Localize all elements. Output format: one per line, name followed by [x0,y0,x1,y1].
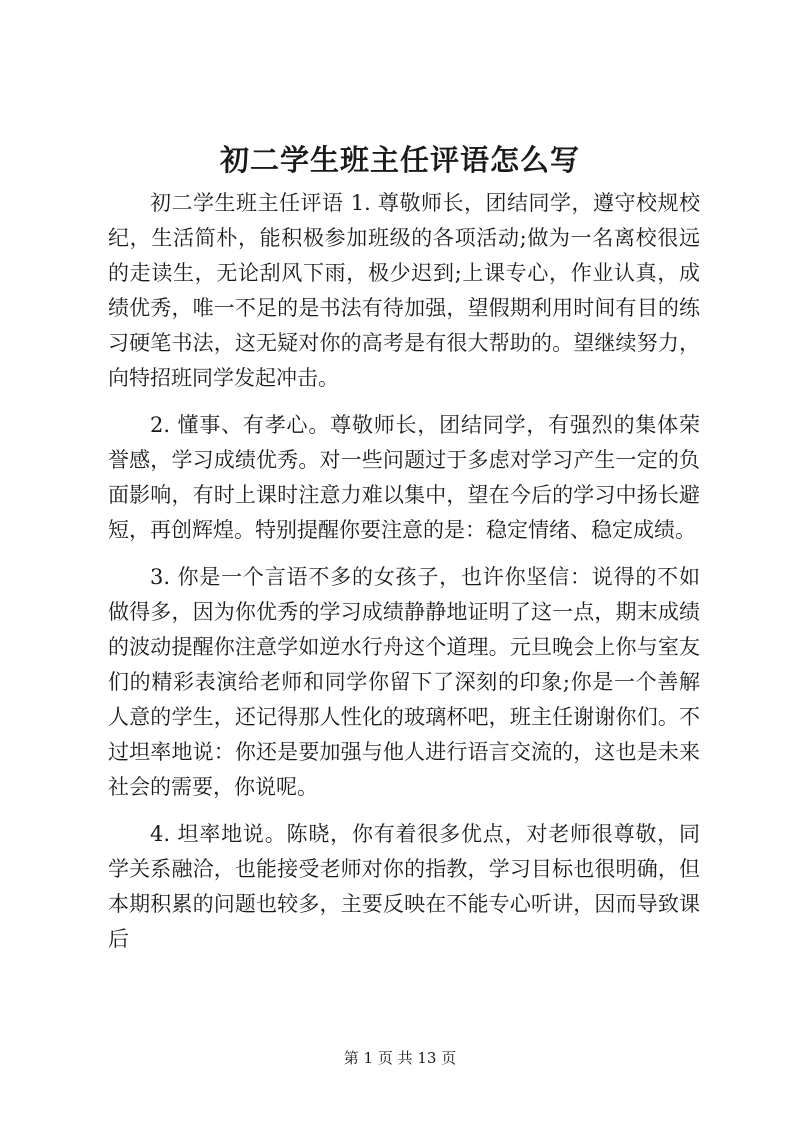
document-title: 初二学生班主任评语怎么写 [219,143,580,177]
paragraph-1: 初二学生班主任评语 1. 尊敬师长，团结同学，遵守校规校纪，生活简朴，能积极参加班级的各项活动;做为一名离校很远的走读生，无论刮风下雨，极少迟到;上课专心，作业认真，成绩优秀，唯一不足的是书法有待加强，望假期利用时间有目的练习硬笔书法，这无疑对你的高考是有很大帮助的。望继续努力，向特招班同学发起冲击。 [108,191,700,390]
page-footer: 第 1 页 共 13 页 [343,1049,457,1067]
document-body [108,186,700,969]
paragraph-3: 3. 你是一个言语不多的女孩子，也许你坚信：说得的不如做得多，因为你优秀的学习成绩静静地证明了这一点，期末成绩的波动提醒你注意学如逆水行舟这个道理。元旦晚会上你与室友们的精彩表演给老师和同学你留下了深刻的印象;你是一个善解人意的学生，还记得那人性化的玻璃杯吧，班主任谢谢你们。不过坦率地说：你还是要加强与他人进行语言交流的，这也是未来社会的需要，你说呢。 [108,565,700,799]
paragraph-2: 2. 懂事、有孝心。尊敬师长，团结同学，有强烈的集体荣誉感，学习成绩优秀。对一些问题过于多虑对学习产生一定的负面影响，有时上课时注意力难以集中，望在今后的学习中扬长避短，再创辉煌。特别提醒你要注意的是：稳定情绪、稳定成绩。 [108,413,700,542]
paragraph-4: 4. 坦率地说。陈晓，你有着很多优点，对老师很尊敬，同学关系融洽，也能接受老师对你的指教，学习目标也很明确，但本期积累的问题也较多，主要反映在不能专心听讲，因而导致课后 [108,822,700,951]
